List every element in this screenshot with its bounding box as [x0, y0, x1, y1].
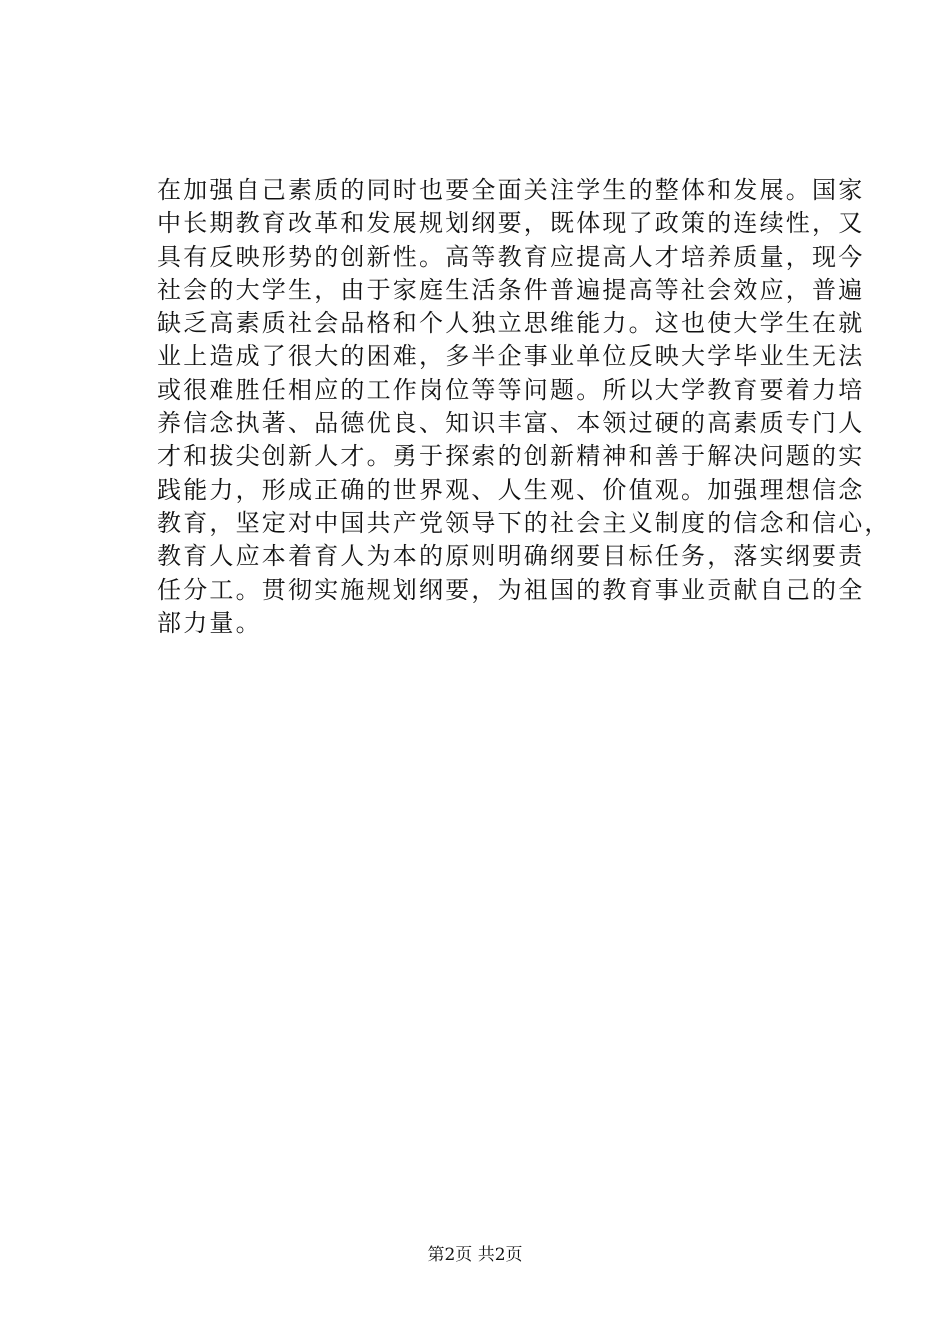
paragraph-line: 或很难胜任相应的工作岗位等等问题。所以大学教育要着力培: [157, 375, 865, 404]
body-paragraph: [157, 174, 891, 640]
paragraph-line: 社会的大学生，由于家庭生活条件普遍提高等社会效应，普遍: [157, 275, 865, 304]
page-number-label: 第2页 共2页: [427, 1245, 523, 1265]
paragraph-line: 践能力，形成正确的世界观、人生观、价值观。加强理想信念: [157, 475, 865, 504]
page-footer: [0, 1245, 950, 1265]
paragraph-line: 具有反映形势的创新性。高等教育应提高人才培养质量，现今: [157, 242, 865, 271]
paragraph-line: 在加强自己素质的同时也要全面关注学生的整体和发展。国家: [157, 176, 865, 204]
paragraph-line: 部力量。: [157, 608, 262, 637]
paragraph-line: 教育人应本着育人为本的原则明确纲要目标任务，落实纲要责: [157, 542, 865, 571]
paragraph-line: 缺乏高素质社会品格和个人独立思维能力。这也使大学生在就: [157, 309, 865, 338]
paragraph-line: 教育，坚定对中国共产党领导下的社会主义制度的信念和信心，: [157, 508, 891, 537]
paragraph-line: 任分工。贯彻实施规划纲要，为祖国的教育事业贡献自己的全: [157, 575, 865, 604]
paragraph-line: 中长期教育改革和发展规划纲要，既体现了政策的连续性，又: [157, 209, 865, 238]
paragraph-line: 才和拔尖创新人才。勇于探索的创新精神和善于解决问题的实: [157, 442, 865, 471]
paragraph-line: 业上造成了很大的困难，多半企事业单位反映大学毕业生无法: [157, 342, 865, 371]
paragraph-line: 养信念执著、品德优良、知识丰富、本领过硬的高素质专门人: [157, 409, 865, 438]
